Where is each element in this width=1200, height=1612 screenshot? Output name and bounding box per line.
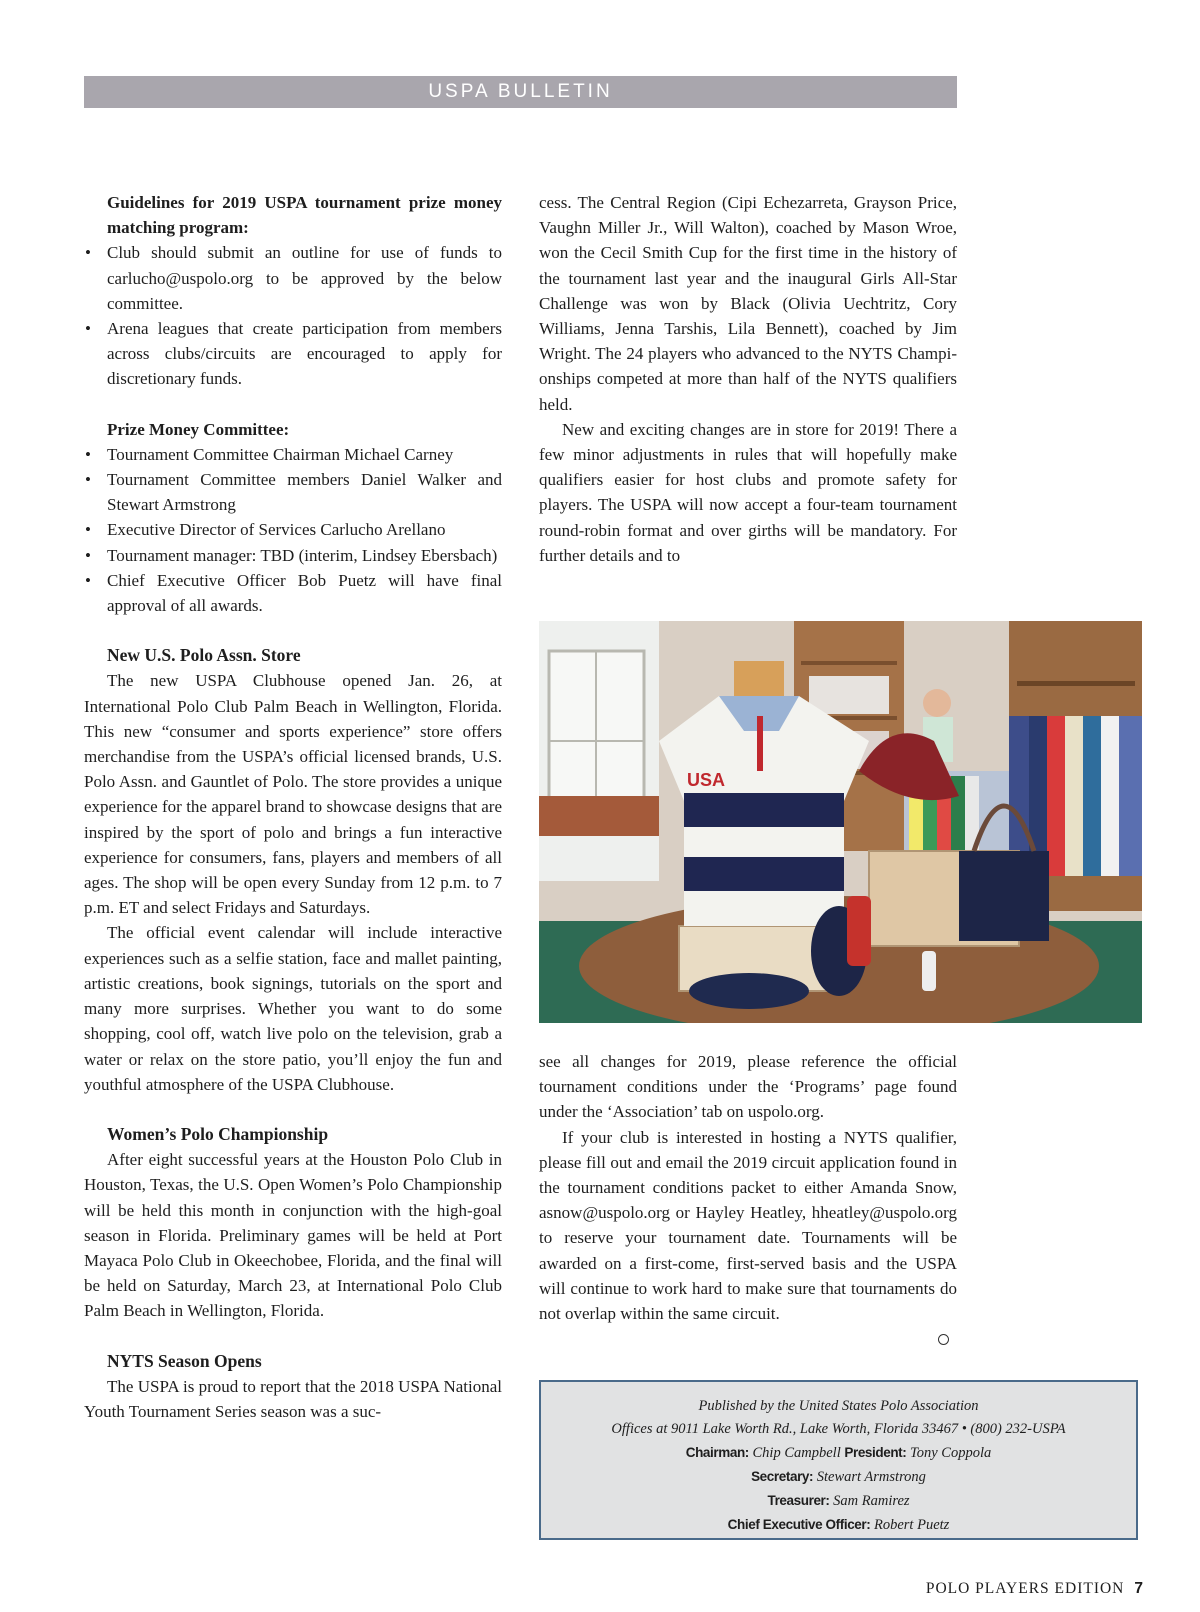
left-column (84, 190, 502, 1424)
chairman-name: Chip Campbell (752, 1445, 841, 1461)
ceo-name: Robert Puetz (874, 1517, 950, 1533)
masthead-address: Offices at 9011 Lake Worth Rd., Lake Worth, Florida 33467 • (800) 232-USPA (611, 1421, 1066, 1437)
guidelines-list (84, 240, 502, 391)
nyts-intro: The USPA is proud to report that the 2018 USPA National Youth Tournament Series season was a suc- (84, 1376, 502, 1421)
committee-list (84, 442, 502, 618)
secretary-label: Secretary: (751, 1469, 814, 1484)
masthead-officers-row (541, 1441, 1136, 1465)
committee-title: Prize Money Committee: (107, 419, 290, 439)
masthead-publisher: Published by the United States Polo Association (698, 1398, 979, 1414)
womens-heading: Women’s Polo Championship (107, 1123, 329, 1144)
store-heading: New U.S. Polo Assn. Store (107, 645, 301, 666)
store-paragraph: The new USPA Clubhouse opened Jan. 26, at International Polo Club Palm Beach in Wellington, Florida. This new “consumer and sports experience” store offers merchandise from the USPA’s official licensed brands, U.S. Polo Assn. and Gauntlet of Polo. The store provides a unique experience for the apparel brand to showcase designs that are inspired by the sport of polo and brings a fun interactive experience for consumers, fans, players and members of all ages. The shop will be open every Sunday from 12 p.m. to 7 p.m. ET and select Fridays and Saturdays. (84, 671, 502, 918)
treasurer-name: Sam Ramirez (833, 1493, 910, 1509)
right-column-bottom (539, 1049, 957, 1326)
masthead-ceo-row (541, 1513, 1136, 1537)
nyts-heading: NYTS Season Opens (107, 1350, 262, 1371)
end-mark-icon (938, 1334, 949, 1345)
list-item: • Tournament Committee members Daniel Walker and Stewart Armstrong (84, 467, 502, 517)
list-item: • Tournament Committee Chairman Michael Carney (84, 442, 502, 467)
secretary-name: Stewart Armstrong (816, 1469, 926, 1485)
page-number: 7 (1134, 1580, 1144, 1597)
nyts-changes-continued: see all changes for 2019, please reference the official tournament conditions under the ‘Programs’ page found under the ‘Association’ tab on uspolo.org. (539, 1052, 957, 1122)
shirt-text: USA (687, 770, 726, 790)
list-item: • Club should submit an outline for use of funds to carlucho@uspolo.org to be approved by the below committee. (84, 240, 502, 316)
section-banner: USPA BULLETIN (84, 76, 957, 108)
chairman-label: Chairman: (685, 1445, 749, 1460)
masthead-treasurer-row (541, 1489, 1136, 1513)
president-label: President: (844, 1445, 907, 1460)
nyts-continued: cess. The Central Region (Cipi Echezarreta, Grayson Price, Vaughn Miller Jr., Will Walton), coached by Mason Wroe, won the Cecil Smith Cup for the first time in the history of the tournament last year and the inaugural Girls All-Star Challenge was won by Black (Olivia Uechtritz, Cory Williams, Jenna Tarshis, Lila Bennett), coached by Jim Wright. The 24 players who advanced to the NYTS Championships competed at more than half of the NYTS qualifiers held. (539, 193, 957, 414)
nyts-hosting: If your club is interested in hosting a NYTS qualifier, please fill out and email the 2019 circuit application found in the tournament conditions packet to either Amanda Snow, asnow@uspolo.org or Hayley Heatley, hheatley@uspolo.org to reserve your tournament date. Tournaments will be awarded on a first-come, first-served basis and the USPA will continue to work hard to make sure that tournaments do not overlap within the same circuit. (539, 1127, 957, 1324)
treasurer-label: Treasurer: (767, 1493, 830, 1508)
store-photo (539, 621, 1142, 1023)
store-photo-illustration (539, 621, 1142, 1023)
list-item: • Arena leagues that create participation from members across clubs/circuits are encouraged to apply for discretionary funds. (84, 316, 502, 392)
masthead-box (539, 1380, 1138, 1540)
womens-paragraph: After eight successful years at the Houston Polo Club in Houston, Texas, the U.S. Open Women’s Polo Championship will be held this month in conjunction with the high-goal season in Florida. Preliminary games will be held at Port Mayaca Polo Club in Okeechobee, Florida, and the final will be held on Saturday, March 23, at International Polo Club Palm Beach in Wellington, Florida. (84, 1150, 502, 1321)
guidelines-title: Guidelines for 2019 USPA tournament prize money matching program: (107, 193, 502, 238)
list-item: • Executive Director of Services Carlucho Arellano (84, 517, 502, 542)
list-item: • Chief Executive Officer Bob Puetz will have final approval of all awards. (84, 568, 502, 618)
publication-name: POLO PLAYERS EDITION (925, 1580, 1125, 1597)
nyts-changes: New and exciting changes are in store for 2019! There a few minor adjustments in rules that will hopefully make qualifiers easier for host clubs and promote safety for players. The USPA will now accept a four-team tournament round-robin format and over girths will be mandatory. For further details and to (539, 419, 957, 565)
masthead-secretary-row (541, 1465, 1136, 1489)
ceo-label: Chief Executive Officer: (727, 1517, 871, 1532)
right-column-top (539, 190, 957, 568)
page-footer (926, 1580, 1144, 1598)
list-item: • Tournament manager: TBD (interim, Lindsey Ebersbach) (84, 543, 502, 568)
store-paragraph: The official event calendar will include interactive experiences such as a selfie station, face and mallet painting, artistic creations, book signings, tutorials on the sport and many more surprises. Whether you want to do some shopping, cool off, watch live polo on the television, grab a water or relax on the store patio, you’ll enjoy the fun and youthful atmosphere of the USPA Clubhouse. (84, 923, 502, 1094)
president-name: Tony Coppola (910, 1445, 992, 1461)
